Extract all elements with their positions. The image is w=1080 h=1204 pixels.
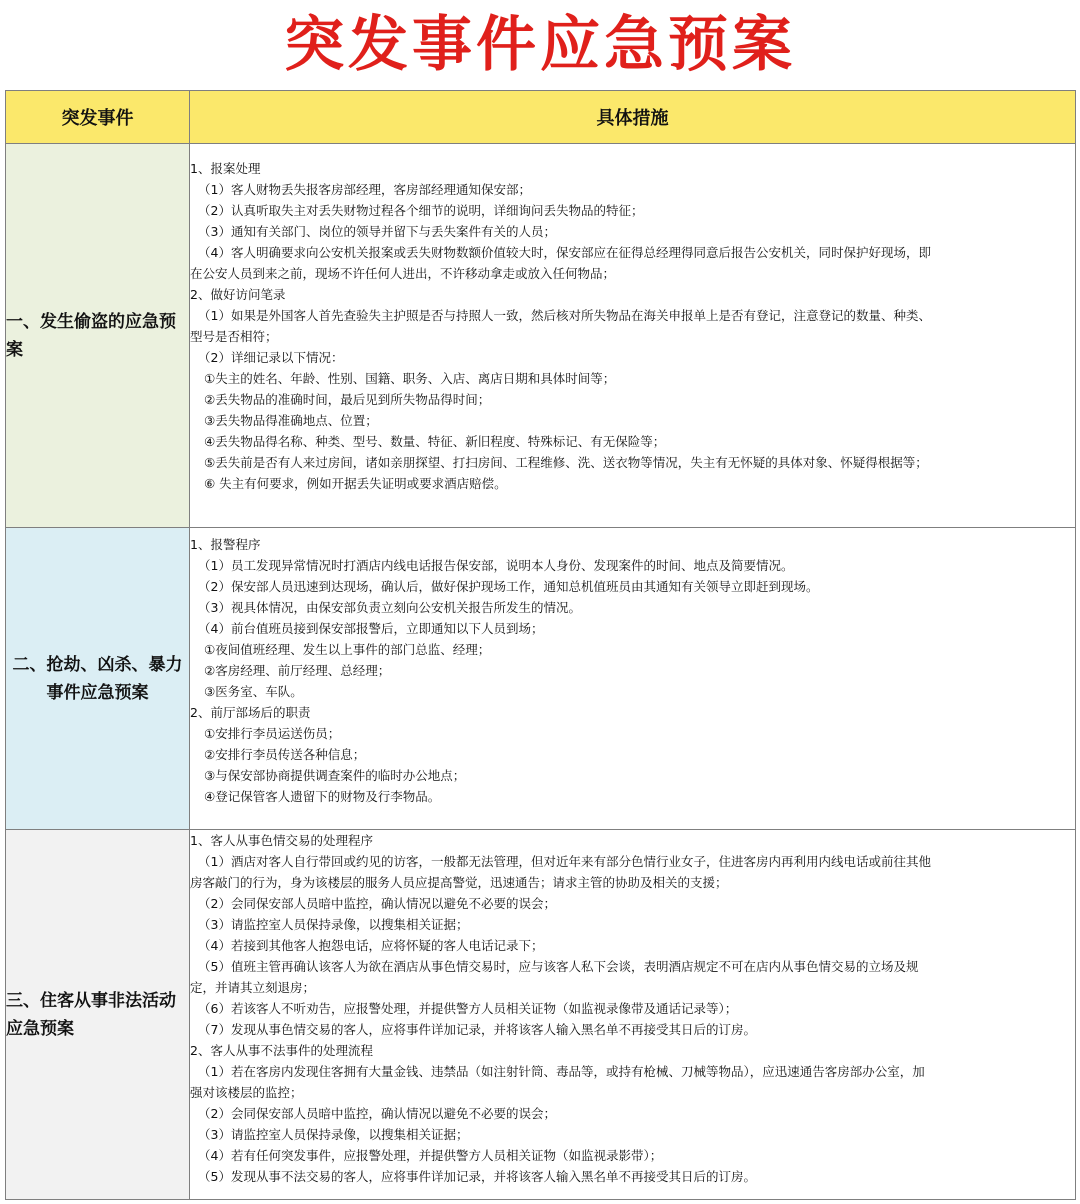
measure-line: 定，并请其立刻退房； bbox=[190, 980, 316, 995]
measure-line: （4）若有任何突发事件，应报警处理，并提供警方人员相关证物（如监视录影带）； bbox=[198, 1148, 663, 1163]
measure-item: ④丢失物品得名称、种类、型号、数量、特征、新旧程度、特殊标记、有无保险等； bbox=[204, 434, 666, 449]
measure-line: （4）客人明确要求向公安机关报案或丢失财物数额价值较大时，保安部应在征得总经理得同意后报告公安机关，同时保护好现场，即 bbox=[198, 245, 931, 260]
measure-item: ②客房经理、前厅经理、总经理； bbox=[204, 663, 391, 678]
emergency-plan-table bbox=[5, 90, 1076, 1200]
table-row-theft bbox=[6, 144, 1076, 528]
header-event: 突发事件 bbox=[6, 91, 190, 144]
section-heading: 1、报案处理 bbox=[190, 161, 261, 176]
measure-line: （2）会同保安部人员暗中监控，确认情况以避免不必要的误会； bbox=[198, 896, 556, 911]
measure-line: （3）通知有关部门、岗位的领导并留下与丢失案件有关的人员； bbox=[198, 224, 556, 239]
measure-item: ③丢失物品得准确地点、位置； bbox=[204, 413, 378, 428]
table-row-illegal-activity bbox=[6, 830, 1076, 1200]
table-header-row bbox=[6, 91, 1076, 144]
measure-line: 型号是否相符； bbox=[190, 329, 278, 344]
measure-line: （7）发现从事色情交易的客人，应将事件详加记录，并将该客人输入黑名单不再接受其日后的订房。 bbox=[198, 1022, 756, 1037]
measure-line: （1）若在客房内发现住客拥有大量金钱、违禁品（如注射针筒、毒品等，或持有枪械、刀械等物品），应迅速通告客房部办公室，加 bbox=[198, 1064, 925, 1079]
measure-line: （2）认真听取失主对丢失财物过程各个细节的说明，详细询问丢失物品的特征； bbox=[198, 203, 644, 218]
section-heading: 2、前厅部场后的职责 bbox=[190, 705, 311, 720]
measure-line: （1）酒店对客人自行带回或约见的访客，一般都无法管理，但对近年来有部分色情行业女子，住进客房内再利用内线电话或前往其他 bbox=[198, 854, 931, 869]
section-heading: 2、客人从事不法事件的处理流程 bbox=[190, 1043, 373, 1058]
measure-item: ②安排行李员传送各种信息； bbox=[204, 747, 366, 762]
measure-line: （1）如果是外国客人首先查验失主护照是否与持照人一致，然后核对所失物品在海关申报单上是否有登记，注意登记的数量、种类、 bbox=[198, 308, 931, 323]
measure-line: （1）客人财物丢失报客房部经理，客房部经理通知保安部； bbox=[198, 182, 531, 197]
measure-item: ①安排行李员运送伤员； bbox=[204, 726, 341, 741]
header-measures: 具体措施 bbox=[190, 91, 1076, 144]
measure-line: （5）发现从事不法交易的客人，应将事件详加记录，并将该客人输入黑名单不再接受其日后的订房。 bbox=[198, 1169, 756, 1184]
measure-line: （4）若接到其他客人抱怨电话，应将怀疑的客人电话记录下； bbox=[198, 938, 544, 953]
measure-line: （3）请监控室人员保持录像，以搜集相关证据； bbox=[198, 1127, 469, 1142]
measure-item: ④登记保管客人遗留下的财物及行李物品。 bbox=[204, 789, 441, 804]
measure-line: 房客敲门的行为，身为该楼层的服务人员应提高警觉，迅速通告；请求主管的协助及相关的支援； bbox=[190, 875, 728, 890]
measures-cell bbox=[190, 144, 1076, 528]
measure-line: （2）详细记录以下情况： bbox=[198, 350, 344, 365]
measure-item: ②丢失物品的准确时间，最后见到所失物品得时间； bbox=[204, 392, 491, 407]
section-heading: 1、报警程序 bbox=[190, 537, 261, 552]
table-row-robbery bbox=[6, 528, 1076, 830]
page-title: 突发事件应急预案 bbox=[284, 10, 796, 80]
measure-line: （1）员工发现异常情况时打酒店内线电话报告保安部，说明本人身份、发现案件的时间、地点及简要情况。 bbox=[198, 558, 794, 573]
measure-line: （4）前台值班员接到保安部报警后，立即通知以下人员到场； bbox=[198, 621, 544, 636]
measure-line: 在公安人员到来之前，现场不许任何人进出，不许移动拿走或放入任何物品； bbox=[190, 266, 616, 281]
measure-item: ①夜间值班经理、发生以上事件的部门总监、经理； bbox=[204, 642, 491, 657]
section-heading: 1、客人从事色情交易的处理程序 bbox=[190, 833, 373, 848]
measure-item: ③与保安部协商提供调查案件的临时办公地点； bbox=[204, 768, 466, 783]
event-cell: 二、抢劫、凶杀、暴力事件应急预案 bbox=[6, 528, 190, 830]
measures-cell bbox=[190, 528, 1076, 830]
measure-line: （2）保安部人员迅速到达现场，确认后，做好保护现场工作，通知总机值班员由其通知有关领导立即赶到现场。 bbox=[198, 579, 819, 594]
section-heading: 2、做好访问笔录 bbox=[190, 287, 286, 302]
measures-cell bbox=[190, 830, 1076, 1200]
measure-line: （5）值班主管再确认该客人为欲在酒店从事色情交易时，应与该客人私下会谈，表明酒店规定不可在店内从事色情交易的立场及规 bbox=[198, 959, 919, 974]
measure-item: ①失主的姓名、年龄、性别、国籍、职务、入店、离店日期和具体时间等； bbox=[204, 371, 616, 386]
measure-item: ⑥ 失主有何要求，例如开据丢失证明或要求酒店赔偿。 bbox=[204, 476, 507, 491]
measure-item: ⑤丢失前是否有人来过房间，诸如亲朋探望、打扫房间、工程维修、洗、送衣物等情况，失主有无怀疑的具体对象、怀疑得根据等； bbox=[204, 455, 928, 470]
measure-line: （3）请监控室人员保持录像，以搜集相关证据； bbox=[198, 917, 469, 932]
measure-line: （2）会同保安部人员暗中监控，确认情况以避免不必要的误会； bbox=[198, 1106, 556, 1121]
measure-line: （6）若该客人不听劝告，应报警处理，并提供警方人员相关证物（如监视录像带及通话记录等）； bbox=[198, 1001, 738, 1016]
measure-line: 强对该楼层的监控； bbox=[190, 1085, 303, 1100]
event-cell: 一、发生偷盗的应急预案 bbox=[6, 144, 190, 528]
measure-line: （3）视具体情况，由保安部负责立刻向公安机关报告所发生的情况。 bbox=[198, 600, 581, 615]
event-cell: 三、住客从事非法活动应急预案 bbox=[6, 830, 190, 1200]
measure-item: ③医务室、车队。 bbox=[204, 684, 303, 699]
